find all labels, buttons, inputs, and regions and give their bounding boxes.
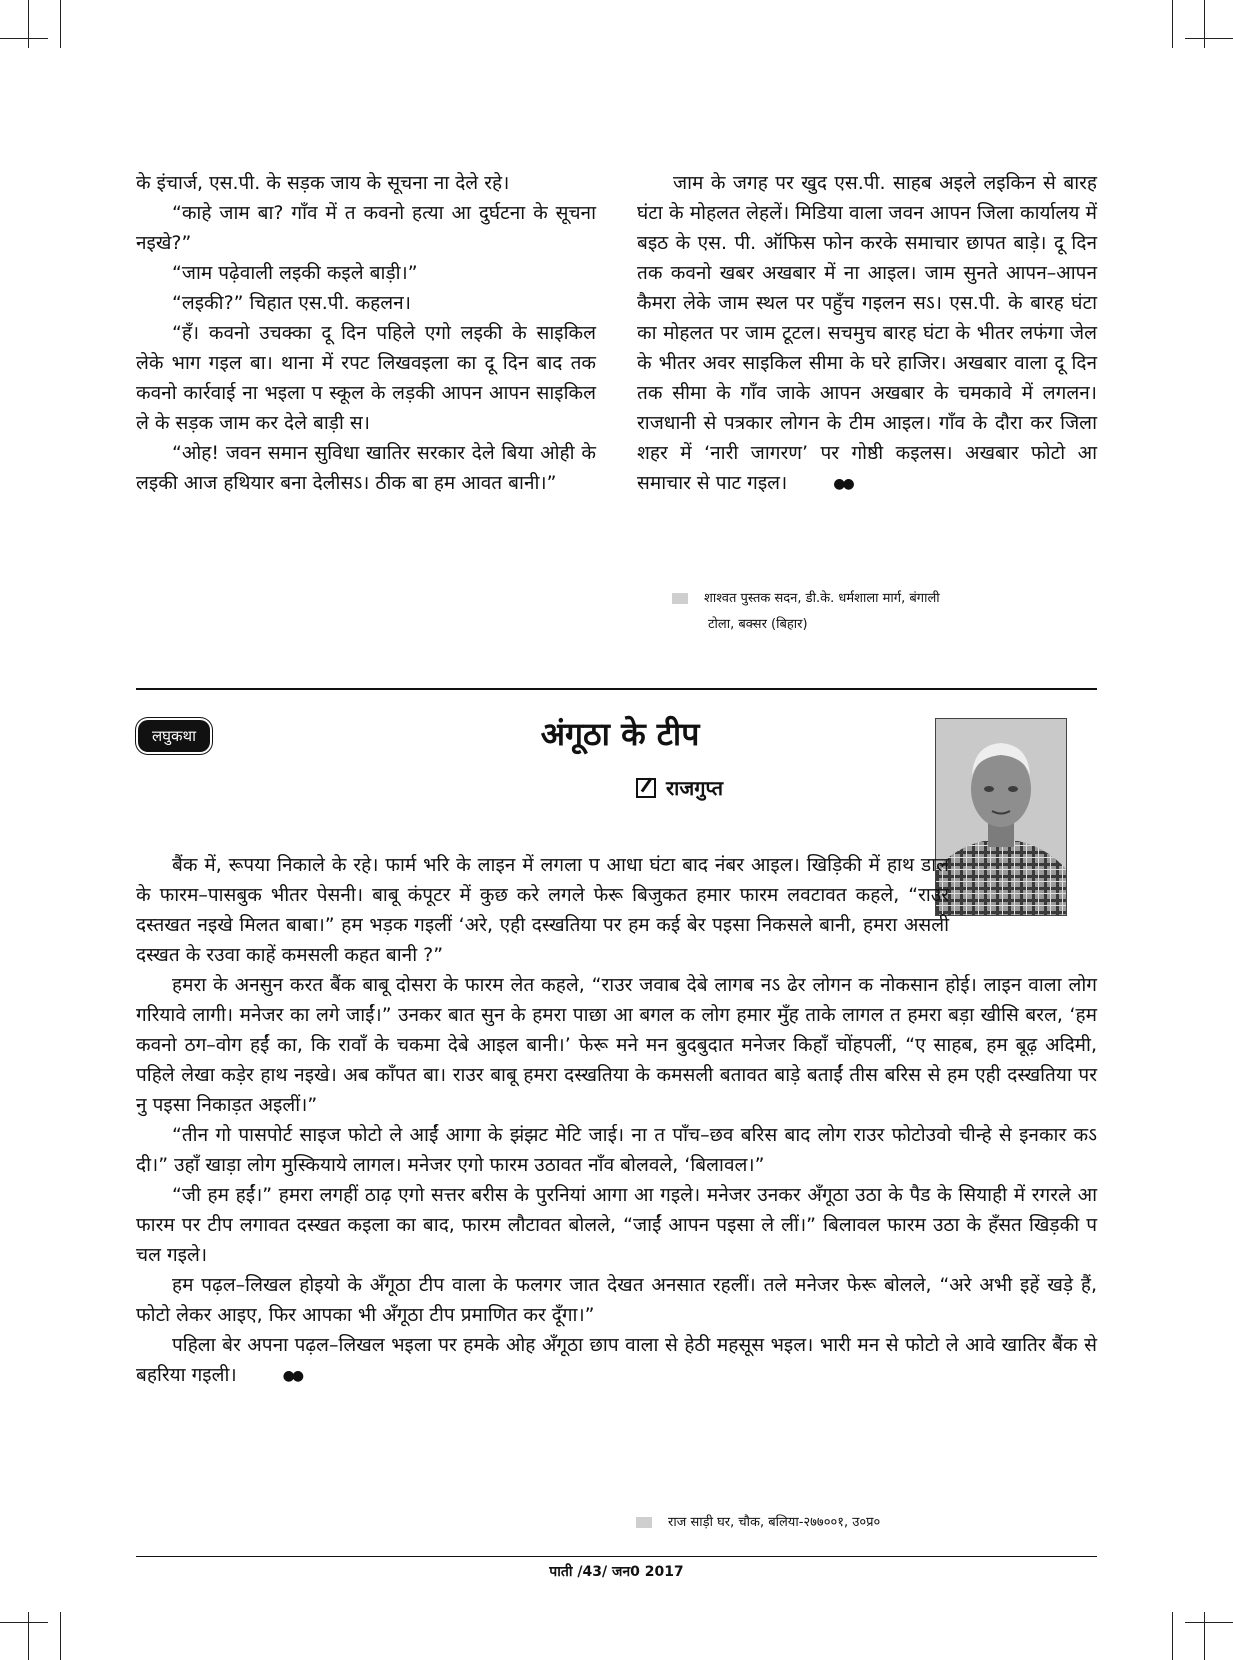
- paragraph: “हँ। कवनो उचक्का दू दिन पहिले एगो लइकी के साइकिल लेके भाग गइल बा। थाना में रपट लिखवइला का दू दिन बाद तक कवनो कार्रवाई ना भइला प स्कूल के लड़की आपन आपन साइकिल ले के सड़क जाम कर देले बाड़ी स।: [136, 322, 596, 434]
- address-line: शाश्वत पुस्तक सदन, डी.के. धर्मशाला मार्ग, बंगाली: [704, 591, 940, 606]
- story-title: अंगूठा के टीप: [540, 715, 700, 753]
- crop-mark: [28, 0, 29, 48]
- page-footer: पाती /43/ जन0 2017: [549, 1564, 684, 1580]
- paragraph: [136, 1330, 1097, 1391]
- paragraph: “जाम पढ़ेवाली लइकी कइले बाड़ी।”: [172, 262, 418, 284]
- paragraph: “ओह! जवन समान सुविधा खातिर सरकार देले बिया ओही के लइकी आज हथियार बना देलीसऽ। ठीक बा हम आवत बानी।”: [136, 442, 596, 494]
- author-address: [636, 1512, 880, 1530]
- paragraph: [637, 168, 1097, 499]
- section-divider: [136, 688, 1097, 690]
- footer-divider: [136, 1556, 1097, 1557]
- paragraph: हमरा के अनसुन करत बैंक बाबू दोसरा के फारम लेत कहले, “राउर जवाब देबे लागब नऽ ढेर लोगन क नोकसान होई। लाइन वाला लोग गरियावे लागी। मनेजर का लगे जाईं।” उनकर बात सुन के हमरा पाछा आ बगल क लोग हमार मुँह ताके लागल त हमरा बड़ा खीसि बरल, ‘हम कवनो ठग–वोग हईं का, कि रावाँ के चकमा देबे आइल बानी।’ फेरू मने मन बुदबुदात मनेजर किहाँ चोंहपलीं, “ए साहब, हम बूढ़ अदिमी, पहिले लेखा कड़ेर हाथ नइखे। अब काँपत बा। राउर बाबू हमरा दस्खतिया के कमसली बतावत बाड़े बताईं तीस बरिस से हम एही दस्खतिया पर नु पइसा निकाड़त अइलीं।”: [136, 974, 1097, 1116]
- paragraph: बैंक में, रूपया निकाले के रहे। फार्म भरि के लाइन में लगला प आधा घंटा बाद नंबर आइल। खिड़िकी में हाथ डाल के फारम–पासबुक भीतर पेसनी। बाबू कंपूटर में कुछ करे लगले फेरू बिजुकत हमार फारम लवटावत कहले, “राउर दस्तखत नइखे मिलत बाबा।” हम भड़क गइलीं ‘अरे, एही दस्खतिया पर हम कई बेर पइसा निकसले बानी, हमरा असली दस्खत के रउवा काहें कमसली कहत बानी ?”: [136, 854, 949, 966]
- crop-mark: [1204, 0, 1205, 48]
- paragraph: “काहे जाम बा? गाँव में त कवनो हत्या आ दुर्घटना के सूचना नइखे?”: [136, 202, 596, 254]
- paragraph-text: जाम के जगह पर खुद एस.पी. साहब अइले लइकिन से बारह घंटा के मोहलत लेहलें। मिडिया वाला जवन आपन जिला कार्यालय में बइठ के एस. पी. ऑफिस फोन करके समाचार छापत बाड़े। दू दिन तक कवनो खबर अखबार में ना आइल। जाम सुनते आपन–आपन कैमरा लेके जाम स्थल पर पहुँच गइलन सऽ। एस.पी. के बारह घंटा का मोहलत पर जाम टूटल। सचमुच बारह घंटा के भीतर लफंगा जेल के भीतर अवर साइकिल सीमा के घरे हाजिर। अखबार वाला दू दिन तक सीमा के गाँव जाके आपन अखबार के चमकावे में लगलन। राजधानी से पत्रकार लोगन के टीम आइल। गाँव के दौरा कर जिला शहर में ‘नारी जागरण’ पर गोष्ठी कइलस। अखबार फोटो आ समाचार से पाट गइल।: [637, 172, 1097, 494]
- crop-mark: [60, 0, 61, 48]
- crop-mark: [1172, 1612, 1173, 1660]
- crop-mark: [0, 1622, 48, 1623]
- paragraph: के इंचार्ज, एस.पी. के सड़क जाय के सूचना ना देले रहे।: [136, 172, 510, 194]
- story-body: [136, 850, 1097, 1391]
- crop-mark: [1172, 0, 1173, 48]
- end-mark: ●●: [282, 1367, 302, 1384]
- address-marker: [636, 1517, 652, 1528]
- crop-mark: [1185, 38, 1233, 39]
- crop-mark: [28, 1612, 29, 1660]
- right-column: [637, 168, 1097, 499]
- paragraph: “जी हम हईं।” हमरा लगहीं ठाढ़ एगो सत्तर बरीस के पुरनियां आगा आ गइले। मनेजर उनकर अँगूठा उठा के पैड के सियाही में रगरले आ फारम पर टीप लगावत दस्खत कइला का बाद, फारम लौटावत बोलले, “जाईं आपन पइसा ले लीं।” बिलावल फारम उठा के हँसत खिड़की प चल गइले।: [136, 1184, 1097, 1266]
- crop-mark: [0, 38, 48, 39]
- paragraph: “लइकी?” चिहात एस.पी. कहलन।: [172, 292, 411, 314]
- author-name: राजगुप्त: [666, 776, 724, 800]
- crop-mark: [60, 1612, 61, 1660]
- address-marker: [672, 593, 688, 604]
- contributor-address: [672, 586, 1052, 638]
- pen-icon: [636, 778, 656, 798]
- author-line: [636, 774, 723, 801]
- paragraph-text: पहिला बेर अपना पढ़ल–लिखल भइला पर हमके ओह अँगूठा छाप वाला से हेठी महसूस भइल। भारी मन से फोटो ले आवे खातिर बैंक से बहरिया गइली।: [136, 1334, 1097, 1386]
- crop-mark: [1185, 1622, 1233, 1623]
- category-badge: लघुकथा: [136, 718, 212, 754]
- crop-mark: [1204, 1612, 1205, 1660]
- address-line: राज साड़ी घर, चौक, बलिया-२७७००१, उ०प्र०: [668, 1515, 881, 1530]
- paragraph: हम पढ़ल–लिखल होइयो के अँगूठा टीप वाला के फलगर जात देखत अनसात रहलीं। तले मनेजर फेरू बोलले, “अरे अभी इहें खड़े हैं, फोटो लेकर आइए, फिर आपका भी अँगूठा टीप प्रमाणित कर दूँगा।”: [136, 1274, 1097, 1326]
- address-line: टोला, बक्सर (बिहार): [708, 617, 808, 632]
- paragraph: “तीन गो पासपोर्ट साइज फोटो ले आईं आगा के झंझट मेटि जाई। ना त पाँच–छव बरिस बाद लोग राउर फोटोउवो चीन्हे से इनकार कऽ दी।” उहाँ खाड़ा लोग मुस्कियाये लागल। मनेजर एगो फारम उठावत नाँव बोलवले, ‘बिलावल।”: [136, 1124, 1097, 1176]
- left-column: [136, 168, 596, 498]
- end-mark: ●●: [833, 475, 852, 492]
